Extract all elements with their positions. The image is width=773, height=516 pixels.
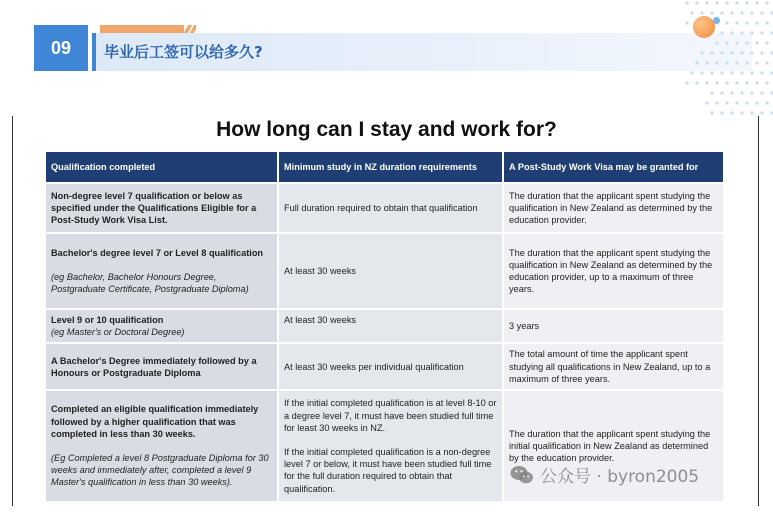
qualification-cell: Completed an eligible qualification immediately followed by a higher qualification that was completed in less than 30 weeks. (Eg Completed a level 8 Postgraduate Diploma for 30 weeks and immediately after, completed a level 9 Master's qualification in less than 30 weeks).	[45, 390, 278, 502]
slide-title: How long can I stay and work for?	[216, 118, 557, 141]
table-row	[45, 233, 724, 309]
section-title: 毕业后工签可以给多久?	[104, 43, 263, 61]
visa-duration-cell: 3 years	[503, 309, 724, 343]
wechat-icon	[510, 465, 534, 485]
decorative-blue-ball	[713, 17, 720, 24]
qualification-examples: (eg Bachelor, Bachelor Honours Degree, Postgraduate Certificate, Postgraduate Diploma)	[51, 271, 249, 295]
visa-duration-cell: The total amount of time the applicant spent studying all qualifications in New Zealand, up to a maximum of three years.	[503, 343, 724, 390]
visa-duration-cell: The duration that the applicant spent studying the qualification in New Zealand as determined by the education provider, up to a maximum of three years.	[503, 233, 724, 309]
qualification-cell: Non-degree level 7 qualification or below as specified under the Qualifications Eligible for a Post-Study Work Visa List.	[45, 183, 278, 233]
watermark-text: 公众号 · byron2005	[540, 467, 700, 487]
minimum-study-cell: At least 30 weeks	[278, 233, 503, 309]
decorative-orange-ball	[693, 16, 715, 38]
minimum-study-cell: At least 30 weeks per individual qualification	[278, 343, 503, 390]
column-header-qualification: Qualification completed	[45, 151, 278, 183]
visa-duration-table	[44, 150, 725, 503]
section-number: 09	[34, 25, 88, 71]
table-row	[45, 183, 724, 233]
minimum-study-cell: If the initial completed qualification is at level 8-10 or a degree level 7, it must have been studied full time for least 30 weeks in NZ. If the initial completed qualification is a non-degree level 7 or below, it must have been studied full time for the full duration required to obtain that qualification.	[278, 390, 503, 502]
qualification-cell: Bachelor's degree level 7 or Level 8 qualification (eg Bachelor, Bachelor Honours Degree, Postgraduate Certificate, Postgraduate Diploma)	[45, 233, 278, 309]
slide-left-border	[12, 116, 13, 506]
watermark	[510, 462, 699, 487]
slide-right-border	[758, 116, 759, 506]
section-header	[34, 25, 754, 71]
minimum-study-cell: Full duration required to obtain that qualification	[278, 183, 503, 233]
table-row	[45, 309, 724, 343]
decorative-stripes	[100, 25, 196, 33]
visa-duration-cell: The duration that the applicant spent studying the qualification in New Zealand as determined by the education provider.	[503, 183, 724, 233]
qualification-examples: (eg Master's or Doctoral Degree)	[51, 327, 185, 338]
table-header-row	[45, 151, 724, 183]
qualification-examples: (Eg Completed a level 8 Postgraduate Diploma for 30 weeks and immediately after, completed a level 9 Master's qualification in less than 30 weeks).	[51, 453, 269, 488]
visa-duration-cell: The duration that the applicant spent studying the initial qualification in New Zealand as determined by the education provider.	[503, 390, 724, 502]
qualification-cell: A Bachelor's Degree immediately followed by a Honours or Postgraduate Diploma	[45, 343, 278, 390]
column-header-visa-duration: A Post-Study Work Visa may be granted for	[503, 151, 724, 183]
qualification-cell: Level 9 or 10 qualification (eg Master's or Doctoral Degree)	[45, 309, 278, 343]
minimum-study-cell: At least 30 weeks	[278, 309, 503, 343]
table-row	[45, 343, 724, 390]
column-header-minimum-study: Minimum study in NZ duration requirements	[278, 151, 503, 183]
